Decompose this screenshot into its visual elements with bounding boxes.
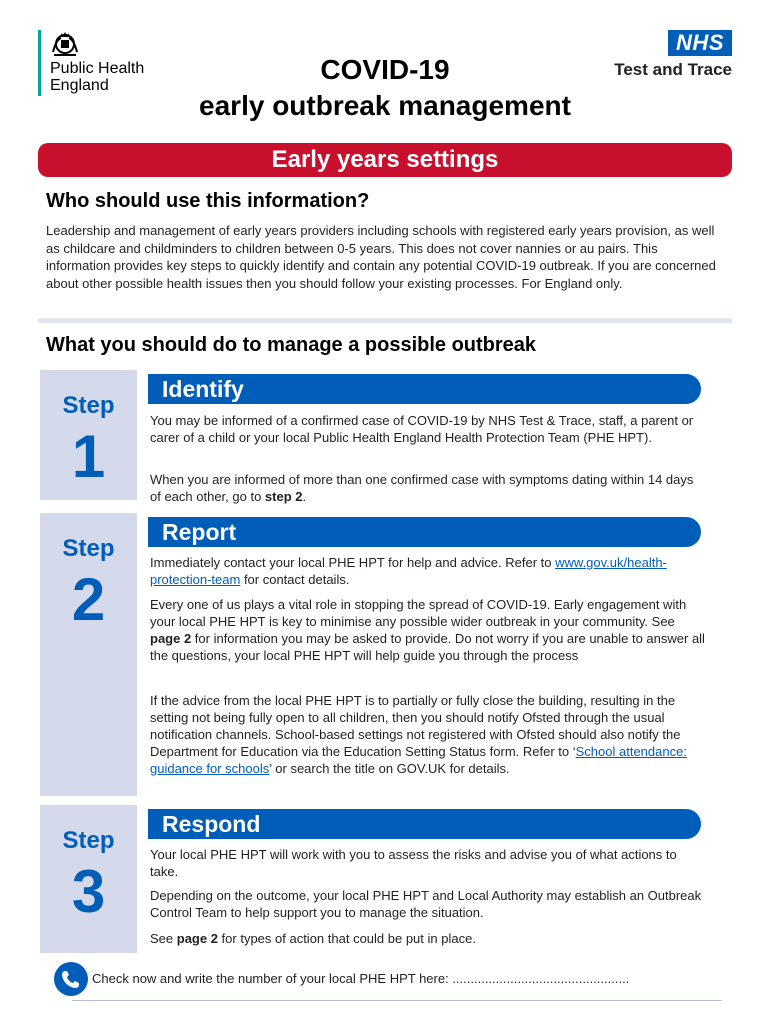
footer-phe-hpt-number-prompt: Check now and write the number of your local PHE HPT here: .................................................	[92, 971, 630, 986]
step-3-page2-ref: page 2	[176, 931, 218, 946]
page-title-line2: early outbreak management	[199, 90, 571, 121]
step-3-label: Step	[62, 827, 115, 854]
page-title-line1: COVID-19	[320, 54, 450, 85]
phone-icon	[54, 962, 88, 996]
step-3-title: Respond	[148, 809, 701, 839]
step-1-text-2-c: .	[302, 489, 307, 504]
nhs-logo: NHS	[668, 30, 732, 56]
phone-handset-glyph	[54, 962, 88, 996]
who-text: Leadership and management of early years providers including schools with registered early years provision, as well as childcare and childminders to children between 0-5 years. This does not cover nannies or au pairs. This information provides key steps to quickly identify and contain any potential COVID-19 outbreak. If you are concerned about other possible health issues then you should follow your existing processes. For England only.	[46, 223, 716, 291]
step-1-text-1: You may be informed of a confirmed case of COVID-19 by NHS Test & Trace, staff, a parent or carer of a child or your local Public Health England Health Protection Team (PHE HPT).	[150, 413, 694, 445]
step-2-text-3-c: ’ or search the title on GOV.UK for details.	[269, 761, 510, 776]
step-2-title: Report	[148, 517, 701, 547]
step-2-text-1-c: for contact details.	[240, 572, 350, 587]
step-2-text-2-a: Every one of us plays a vital role in stopping the spread of COVID-19. Early engagement with your local PHE HPT is key to minimise any possible wider outbreak in your community. See	[150, 597, 687, 629]
step-2-label: Step	[62, 535, 115, 562]
health-protection-team-link[interactable]: www.gov.uk/health-protection-team	[150, 555, 667, 587]
step-2-text-3	[150, 692, 705, 777]
step-1-number: 1	[71, 423, 106, 490]
step-3-text-3-a: See	[150, 931, 177, 946]
section-banner: Early years settings	[38, 143, 732, 177]
step-2-page2-ref: page 2	[150, 631, 192, 646]
step-1-title: Identify	[148, 374, 701, 404]
step-3-number: 3	[71, 858, 106, 925]
school-attendance-guidance-link[interactable]: School attendance: guidance for schools	[150, 744, 687, 776]
step-2-box	[40, 513, 137, 796]
nhs-logo-subtitle: Test and Trace	[614, 60, 732, 79]
phe-logo-line2: England	[50, 77, 109, 94]
step-3-text-3-c: for types of action that could be put in place.	[217, 931, 476, 946]
step-2-text-2	[150, 596, 705, 664]
phe-logo-line1: Public Health	[50, 60, 145, 77]
step-1-text-2	[150, 471, 705, 505]
step-1-label: Step	[62, 392, 115, 419]
step-3-text-3	[150, 930, 705, 947]
step-2-text-1	[150, 554, 705, 588]
step-3-text-2: Depending on the outcome, your local PHE HPT and Local Authority may establish an Outbreak Control Team to help support you to manage the situation.	[150, 888, 702, 920]
section-divider	[38, 318, 732, 323]
step-2-number: 2	[71, 566, 106, 633]
nhs-test-and-trace-logo	[592, 30, 732, 82]
step-1-step2-ref: step 2	[264, 489, 303, 504]
step-2-text-1-a: Immediately contact your local PHE HPT for help and advice. Refer to	[150, 555, 556, 570]
step-2-text-2-c: for information you may be asked to provide. Do not worry if you are unable to answer all the questions, your local PHE HPT will help guide you through the process	[150, 631, 705, 663]
who-heading: Who should use this information?	[46, 190, 370, 212]
step-3-box	[40, 805, 137, 953]
step-2-text-3-a: If the advice from the local PHE HPT is to partially or fully close the building, resulting in the setting not being fully open to all children, then you should notify Ofsted through the usual notification channels. School-based settings not registered with Ofsted should also notify the Department for Education via the Education Setting Status form. Refer to ‘	[150, 693, 681, 759]
what-heading: What you should do to manage a possible outbreak	[46, 334, 537, 356]
step-1-text-2-a: When you are informed of more than one confirmed case with symptoms dating within 14 days of each other, go to	[150, 472, 694, 504]
step-3-text-1: Your local PHE HPT will work with you to assess the risks and advise you of what actions to take.	[150, 847, 677, 879]
step-1-box	[40, 370, 137, 500]
footer-rule	[72, 1000, 722, 1001]
